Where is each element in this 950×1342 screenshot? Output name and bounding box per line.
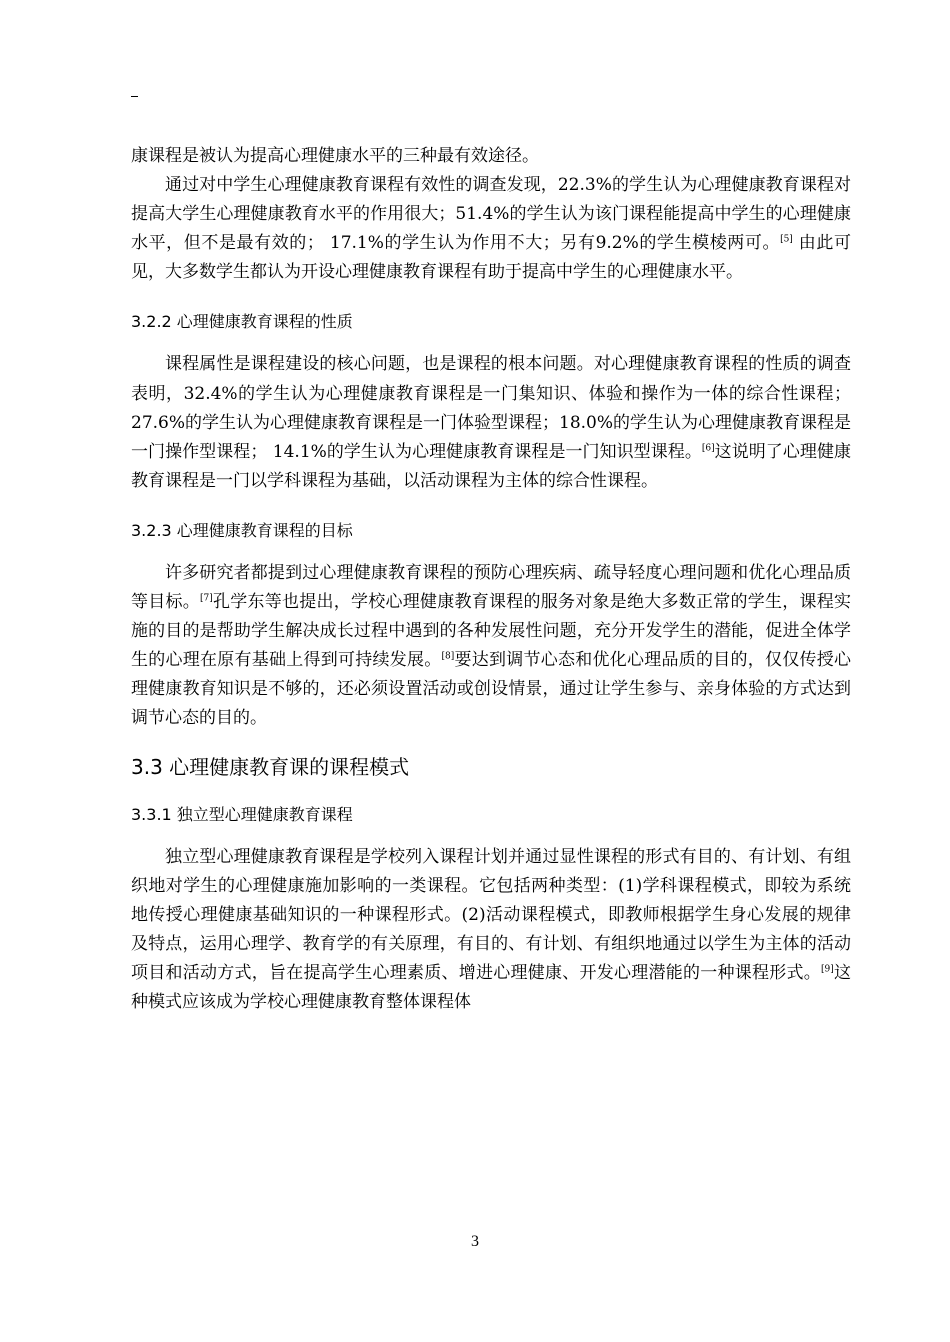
paragraph-text: 由此可见，大多数学生都认为开设心理健康教育课程有助于提高中学生的心理健康水平。 [131,233,851,283]
body-paragraph [131,142,851,171]
paragraph-text: 要达到调节心态和优化心理品质的目的，仅仅传授心理健康教育知识是不够的，还必须设置活动或创设情景，通过让学生参与、亲身体验的方式达到调节心态的目的。 [131,650,851,729]
header-mark [131,96,138,97]
subsection-heading: 3.3.1 独立型心理健康教育课程 [131,804,353,824]
section-heading: 3.3 心理健康教育课的课程模式 [131,754,410,779]
paragraph-text: 孔学东等也提出，学校心理健康教育课程的服务对象是绝大多数正常的学生，课程实施的目的是帮助学生解决成长过程中遇到的各种发展性问题，充分开发学生的潜能，促进全体学生的心理在原有基础上得到可持续发展。 [131,592,851,671]
subsection-heading: 3.2.2 心理健康教育课程的性质 [131,312,353,332]
body-paragraph [131,843,851,1018]
paragraph-text: 课程属性是课程建设的核心问题，也是课程的根本问题。对心理健康教育课程的性质的调查表明，32.4%的学生认为心理健康教育课程是一门集知识、体验和操作为一体的综合性课程；27.6%的学生认为心理健康教育课程是一门体验型课程；18.0%的学生认为心理健康教育课程是一门操作型课程； 14.1%的学生认为心理健康教育课程是一门知识型课程。 [131,354,852,462]
paragraph-text: 通过对中学生心理健康教育课程有效性的调查发现，22.3%的学生认为心理健康教育课程对提高大学生心理健康教育水平的作用很大；51.4%的学生认为该门课程能提高中学生的心理健康水平，但不是最有效的； 17.1%的学生认为作用不大；另有9.2%的学生模棱两可。 [131,175,851,254]
paragraph-text: 独立型心理健康教育课程是学校列入课程计划并通过显性课程的形式有目的、有计划、有组织地对学生的心理健康施加影响的一类课程。它包括两种类型：(1)学科课程模式，即较为系统地传授心理健康基础知识的一种课程形式。(2)活动课程模式，即教师根据学生身心发展的规律及特点，运用心理学、教育学的有关原理，有目的、有计划、有组织地通过以学生为主体的活动项目和活动方式，旨在提高学生心理素质、增进心理健康、开发心理潜能的一种课程形式。 [131,846,851,983]
paragraph-text: 这种模式应该成为学校心理健康教育整体课程体 [131,962,851,1012]
body-paragraph [131,350,851,495]
citation-ref: [7] [200,593,213,604]
paragraph-text: 许多研究者都提到过心理健康教育课程的预防心理疾病、疏导轻度心理问题和优化心理品质等目标。 [131,562,851,613]
body-paragraph [131,559,851,734]
subsection-heading: 3.2.3 心理健康教育课程的目标 [131,520,353,540]
citation-ref: [9] [821,964,834,975]
citation-ref: [5] [780,234,793,245]
citation-ref: [8] [441,651,455,662]
page-number: 3 [471,1233,479,1250]
page-content [131,142,851,1017]
citation-ref: [6] [701,443,715,454]
body-paragraph [131,171,851,287]
paragraph-text: 这说明了心理健康教育课程是一门以学科课程为基础，以活动课程为主体的综合性课程。 [131,441,851,491]
paragraph-text: 康课程是被认为提高心理健康水平的三种最有效途径。 [131,146,539,166]
